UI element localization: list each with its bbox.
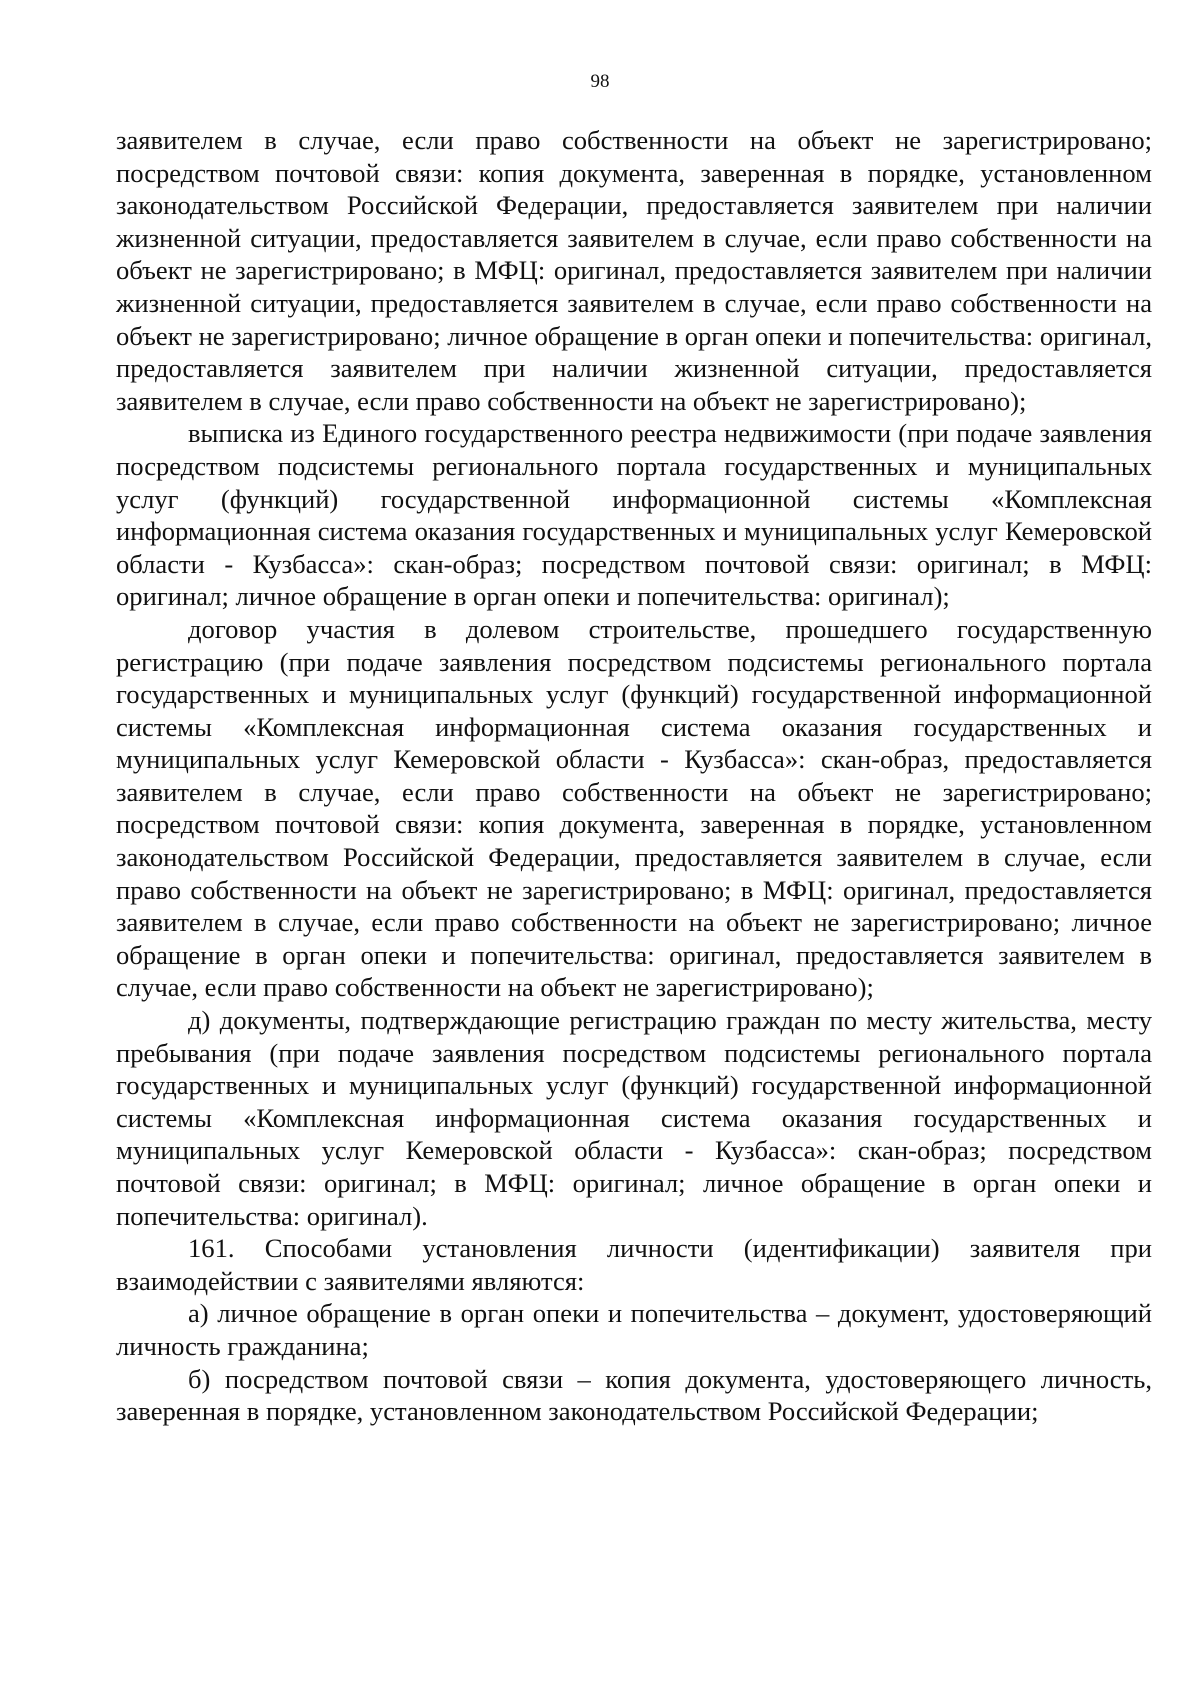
paragraph-shared-construction-contract: договор участия в долевом строительстве, прошедшего государственную регистрацию (при подаче заявления посредством подсистемы регионального портала государственных и муниципальных услуг (функций) государственной информационной системы «Комплексная информационная система оказания государственных и муниципальных услуг Кемеровской области - Кузбасса»: скан-образ, предоставляется заявителем в случае, если право собственности на объект не зарегистрировано; посредством почтовой связи: копия документа, заверенная в порядке, установленном законодательством Российской Федерации, предоставляется заявителем в случае, если право собственности на объект не зарегистрировано; в МФЦ: оригинал, предоставляется заявителем в случае, если право собственности на объект не зарегистрировано; личное обращение в орган опеки и попечительства: оригинал, предоставляется заявителем в случае, если право собственности на объект не зарегистрировано); [116, 613, 1152, 1003]
paragraph-item-a-personal-visit: а) личное обращение в орган опеки и попечительства – документ, удостоверяющий личность гражданина; [116, 1298, 1152, 1361]
paragraph-clause-161: 161. Способами установления личности (идентификации) заявителя при взаимодействии с заявителями являются: [116, 1233, 1152, 1296]
document-body [116, 124, 1152, 1428]
paragraph-extract-egrn: выписка из Единого государственного реестра недвижимости (при подаче заявления посредством подсистемы регионального портала государственных и муниципальных услуг (функций) государственной информационной системы «Комплексная информационная система оказания государственных и муниципальных услуг Кемеровской области - Кузбасса»: скан-образ; посредством почтовой связи: оригинал; в МФЦ: оригинал; личное обращение в орган опеки и попечительства: оригинал); [116, 418, 1152, 612]
paragraph-item-d-registration-documents: д) документы, подтверждающие регистрацию граждан по месту жительства, месту пребывания (при подаче заявления посредством подсистемы регионального портала государственных и муниципальных услуг (функций) государственной информационной системы «Комплексная информационная система оказания государственных и муниципальных услуг Кемеровской области - Кузбасса»: скан-образ; посредством почтовой связи: оригинал; в МФЦ: оригинал; личное обращение в орган опеки и попечительства: оригинал). [116, 1005, 1152, 1231]
paragraph-continuation: заявителем в случае, если право собственности на объект не зарегистрировано; посредством почтовой связи: копия документа, заверенная в порядке, установленном законодательством Российской Федерации, предоставляется заявителем при наличии жизненной ситуации, предоставляется заявителем в случае, если право собственности на объект не зарегистрировано; в МФЦ: оригинал, предоставляется заявителем при наличии жизненной ситуации, предоставляется заявителем в случае, если право собственности на объект не зарегистрировано; личное обращение в орган опеки и попечительства: оригинал, предоставляется заявителем при наличии жизненной ситуации, предоставляется заявителем в случае, если право собственности на объект не зарегистрировано); [116, 125, 1152, 416]
page-number: 98 [590, 71, 610, 92]
paragraph-item-b-postal: б) посредством почтовой связи – копия документа, удостоверяющего личность, заверенная в порядке, установленном законодательством Российской Федерации; [116, 1363, 1152, 1427]
